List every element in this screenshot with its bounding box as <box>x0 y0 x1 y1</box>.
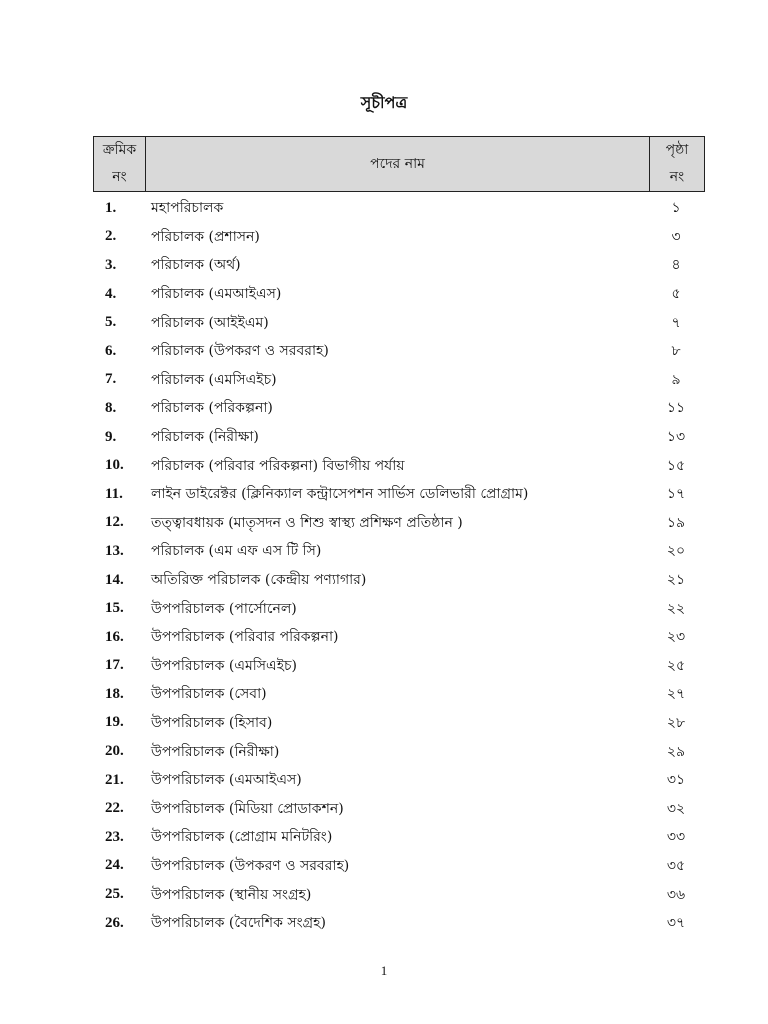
row-designation: পরিচালক (এমসিএইচ) <box>151 371 277 388</box>
table-row <box>93 509 705 538</box>
row-designation: অতিরিক্ত পরিচালক (কেন্দ্রীয় পণ্যাগার) <box>151 572 367 589</box>
table-row <box>93 652 705 681</box>
row-designation: মহাপরিচালক <box>151 200 224 217</box>
table-row <box>93 451 705 480</box>
row-page-number: ৯ <box>671 371 681 388</box>
row-designation: উপপরিচালক (স্থানীয় সংগ্রহ) <box>151 886 312 903</box>
row-page-number: ২৮ <box>666 714 686 731</box>
header-page-cell <box>650 137 704 191</box>
table-row <box>93 852 705 881</box>
row-page-number: ২৫ <box>666 657 686 674</box>
row-page-number: ৫ <box>671 286 681 303</box>
row-serial: 23. <box>105 828 124 845</box>
row-page-number: ১৯ <box>666 514 686 531</box>
row-page-number: ২৯ <box>666 743 686 760</box>
row-serial: 3. <box>105 256 117 273</box>
row-serial: 25. <box>105 886 124 903</box>
table-row <box>93 680 705 709</box>
table-row <box>93 566 705 595</box>
row-page-number: ২১ <box>666 572 686 589</box>
row-serial: 1. <box>105 199 117 216</box>
row-serial: 21. <box>105 771 124 788</box>
row-designation: তত্ত্বাবধায়ক (মাতৃসদন ও শিশু স্বাস্থ্য প্রশিক্ষণ প্রতিষ্ঠান ) <box>151 514 463 531</box>
table-row <box>93 823 705 852</box>
row-serial: 18. <box>105 685 124 702</box>
row-serial: 6. <box>105 342 117 359</box>
row-serial: 7. <box>105 371 117 388</box>
row-designation: পরিচালক (প্রশাসন) <box>151 228 260 245</box>
row-serial: 15. <box>105 600 124 617</box>
table-header <box>93 136 705 192</box>
table-row <box>93 366 705 395</box>
table-row <box>93 194 705 223</box>
row-designation: পরিচালক (পরিবার পরিকল্পনা) বিভাগীয় পর্যায় <box>151 457 405 474</box>
row-page-number: ১৫ <box>666 457 686 474</box>
row-designation: পরিচালক (আইইএম) <box>151 314 269 331</box>
row-serial: 9. <box>105 428 117 445</box>
table-row <box>93 594 705 623</box>
row-serial: 8. <box>105 399 117 416</box>
header-name-cell <box>146 137 650 191</box>
header-name-label: পদের নাম <box>370 155 425 172</box>
row-page-number: ২৭ <box>666 686 686 703</box>
row-page-number: ৩৫ <box>666 857 686 874</box>
row-page-number: ১১ <box>666 400 686 417</box>
row-designation: উপপরিচালক (মিডিয়া প্রোডাকশন) <box>151 800 344 817</box>
row-serial: 19. <box>105 714 124 731</box>
table-row <box>93 394 705 423</box>
toc-list <box>93 194 705 937</box>
row-page-number: ৪ <box>671 257 681 274</box>
row-designation: লাইন ডাইরেক্টর (ক্লিনিক্যাল কন্ট্রাসেপশন সার্ভিস ডেলিভারী প্রোগ্রাম) <box>151 486 529 503</box>
row-page-number: ১ <box>671 200 681 217</box>
row-page-number: ২০ <box>666 543 686 560</box>
row-designation: পরিচালক (নিরীক্ষা) <box>151 429 259 446</box>
row-designation: উপপরিচালক (এমআইএস) <box>151 772 302 789</box>
table-row <box>93 537 705 566</box>
table-row <box>93 737 705 766</box>
table-row <box>93 909 705 938</box>
row-designation: পরিচালক (এমআইএস) <box>151 286 282 303</box>
row-designation: উপপরিচালক (পার্সোনেল) <box>151 600 297 617</box>
row-serial: 22. <box>105 800 124 817</box>
row-designation: পরিচালক (পরিকল্পনা) <box>151 400 273 417</box>
row-serial: 26. <box>105 914 124 931</box>
table-row <box>93 766 705 795</box>
row-serial: 2. <box>105 228 117 245</box>
row-designation: উপপরিচালক (উপকরণ ও সরবরাহ) <box>151 857 350 874</box>
row-page-number: ১৭ <box>666 486 686 503</box>
page-number: 1 <box>380 963 388 978</box>
table-row <box>93 880 705 909</box>
row-page-number: ৩১ <box>666 772 686 789</box>
row-serial: 4. <box>105 285 117 302</box>
row-page-number: ৩৩ <box>666 829 686 846</box>
header-page-label: পৃষ্ঠা নং <box>665 142 689 185</box>
table-row <box>93 623 705 652</box>
table-row <box>93 337 705 366</box>
table-row <box>93 480 705 509</box>
row-designation: উপপরিচালক (সেবা) <box>151 686 267 703</box>
row-page-number: ১৩ <box>666 429 686 446</box>
row-designation: উপপরিচালক (এমসিএইচ) <box>151 657 297 674</box>
row-designation: পরিচালক (অর্থ) <box>151 257 241 274</box>
table-row <box>93 308 705 337</box>
header-serial-cell <box>94 137 146 191</box>
table-row <box>93 280 705 309</box>
row-page-number: ৩৬ <box>666 886 686 903</box>
row-designation: উপপরিচালক (নিরীক্ষা) <box>151 743 280 760</box>
row-serial: 12. <box>105 514 124 531</box>
row-designation: পরিচালক (উপকরণ ও সরবরাহ) <box>151 343 329 360</box>
row-serial: 14. <box>105 571 124 588</box>
row-page-number: ৮ <box>671 343 681 360</box>
header-serial-label: ক্রমিক নং <box>102 142 137 185</box>
table-row <box>93 223 705 252</box>
table-row <box>93 423 705 452</box>
table-row <box>93 794 705 823</box>
row-page-number: ২২ <box>666 600 686 617</box>
row-serial: 10. <box>105 457 124 474</box>
row-page-number: ৭ <box>671 314 681 331</box>
row-designation: উপপরিচালক (বৈদেশিক সংগ্রহ) <box>151 915 326 932</box>
table-row <box>93 709 705 738</box>
row-page-number: ৩ <box>671 228 681 245</box>
row-page-number: ৩৭ <box>666 915 686 932</box>
row-serial: 24. <box>105 857 124 874</box>
page-title: সূচীপত্র <box>360 93 408 112</box>
row-serial: 11. <box>105 485 123 502</box>
row-designation: উপপরিচালক (পরিবার পরিকল্পনা) <box>151 629 339 646</box>
row-designation: পরিচালক (এম এফ এস টি সি) <box>151 543 322 560</box>
row-page-number: ৩২ <box>666 800 686 817</box>
row-designation: উপপরিচালক (হিসাব) <box>151 714 273 731</box>
row-serial: 17. <box>105 657 124 674</box>
row-serial: 5. <box>105 314 117 331</box>
table-row <box>93 251 705 280</box>
row-designation: উপপরিচালক (প্রোগ্রাম মনিটরিং) <box>151 829 333 846</box>
row-page-number: ২৩ <box>666 629 686 646</box>
row-serial: 16. <box>105 628 124 645</box>
row-serial: 13. <box>105 542 124 559</box>
row-serial: 20. <box>105 743 124 760</box>
